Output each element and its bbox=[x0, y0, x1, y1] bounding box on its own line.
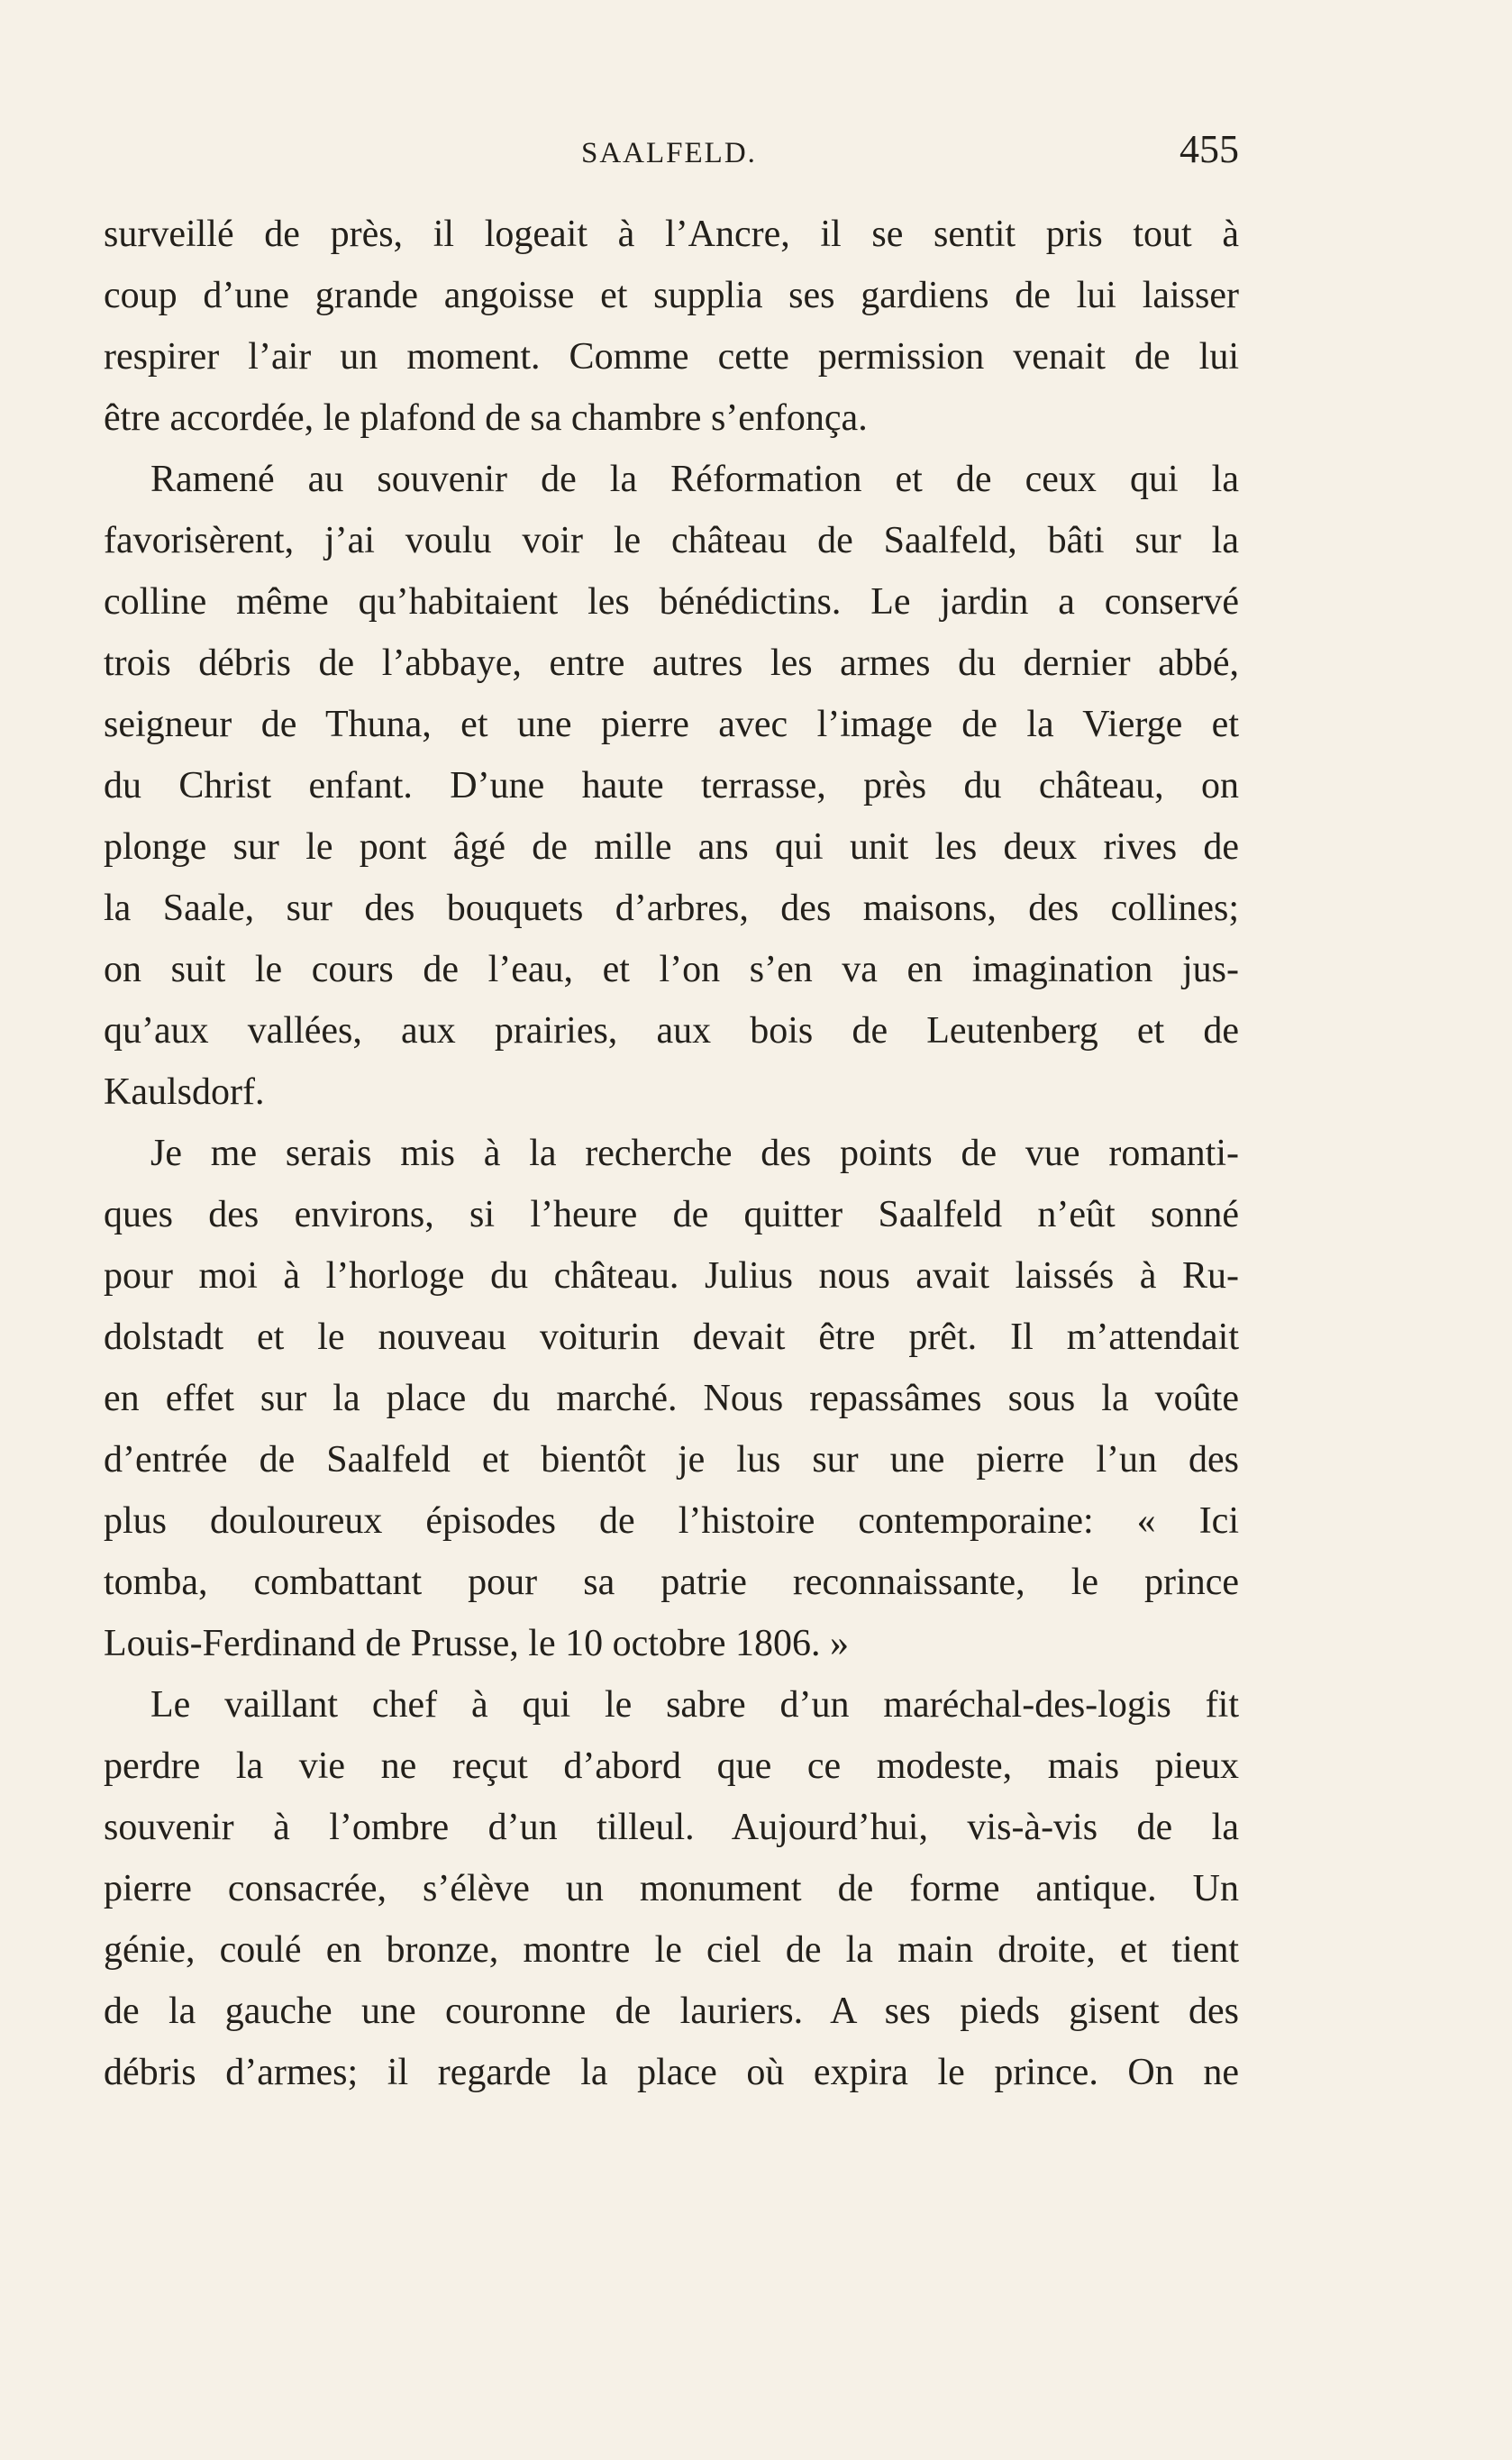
page-number: 455 bbox=[1180, 127, 1239, 171]
text-line: génie, coulé en bronze, montre le ciel de la main droite, et tient bbox=[104, 1929, 1239, 1971]
text-line: seigneur de Thuna, et une pierre avec l’image de la Vierge et bbox=[104, 704, 1239, 745]
text-line: Kaulsdorf. bbox=[104, 1071, 265, 1113]
text-line: pierre consacrée, s’élève un monument de forme antique. Un bbox=[104, 1868, 1239, 1909]
text-line: trois débris de l’abbaye, entre autres les armes du dernier abbé, bbox=[104, 642, 1239, 684]
paragraph-1 bbox=[104, 204, 1239, 449]
text-line: Ramené au souvenir de la Réformation et de ceux qui la bbox=[150, 459, 1239, 500]
text-line: souvenir à l’ombre d’un tilleul. Aujourd’hui, vis-à-vis de la bbox=[104, 1807, 1239, 1848]
body-text bbox=[104, 204, 1239, 2103]
running-title: SAALFELD. bbox=[581, 137, 757, 169]
text-line: en effet sur la place du marché. Nous repassâmes sous la voûte bbox=[104, 1378, 1239, 1419]
page-header bbox=[104, 126, 1239, 180]
text-line: Je me serais mis à la recherche des points de vue romanti- bbox=[150, 1133, 1239, 1174]
text-line: dolstadt et le nouveau voiturin devait être prêt. Il m’attendait bbox=[104, 1317, 1239, 1358]
text-line: coup d’une grande angoisse et supplia ses gardiens de lui laisser bbox=[104, 275, 1239, 316]
text-line: respirer l’air un moment. Comme cette permission venait de lui bbox=[104, 336, 1239, 378]
paragraph-3 bbox=[104, 1123, 1239, 1674]
text-line: être accordée, le plafond de sa chambre s’enfonça. bbox=[104, 397, 868, 439]
text-line: d’entrée de Saalfeld et bientôt je lus sur une pierre l’un des bbox=[104, 1439, 1239, 1481]
text-line: ques des environs, si l’heure de quitter Saalfeld n’eût sonné bbox=[104, 1194, 1239, 1235]
text-line: de la gauche une couronne de lauriers. A ses pieds gisent des bbox=[104, 1991, 1239, 2032]
paragraph-2 bbox=[104, 449, 1239, 1123]
text-line: débris d’armes; il regarde la place où expira le prince. On ne bbox=[104, 2052, 1239, 2093]
text-line: on suit le cours de l’eau, et l’on s’en va en imagination jus- bbox=[104, 949, 1239, 990]
paragraph-4 bbox=[104, 1674, 1239, 2103]
text-line: du Christ enfant. D’une haute terrasse, près du château, on bbox=[104, 765, 1239, 806]
text-line: plus douloureux épisodes de l’histoire contemporaine: « Ici bbox=[104, 1500, 1239, 1542]
text-line: surveillé de près, il logeait à l’Ancre, il se sentit pris tout à bbox=[104, 214, 1239, 255]
text-line: la Saale, sur des bouquets d’arbres, des maisons, des collines; bbox=[104, 888, 1239, 929]
text-line: favorisèrent, j’ai voulu voir le château de Saalfeld, bâti sur la bbox=[104, 520, 1239, 561]
text-line: colline même qu’habitaient les bénédictins. Le jardin a conservé bbox=[104, 581, 1239, 623]
text-line: qu’aux vallées, aux prairies, aux bois de Leutenberg et de bbox=[104, 1010, 1239, 1052]
text-line: perdre la vie ne reçut d’abord que ce modeste, mais pieux bbox=[104, 1745, 1239, 1787]
text-line: plonge sur le pont âgé de mille ans qui unit les deux rives de bbox=[104, 826, 1239, 868]
text-line: tomba, combattant pour sa patrie reconnaissante, le prince bbox=[104, 1562, 1239, 1603]
text-line: Louis-Ferdinand de Prusse, le 10 octobre 1806. » bbox=[104, 1623, 850, 1664]
text-line: Le vaillant chef à qui le sabre d’un maréchal-des-logis fit bbox=[150, 1684, 1239, 1726]
text-line: pour moi à l’horloge du château. Julius nous avait laissés à Ru- bbox=[104, 1255, 1239, 1297]
